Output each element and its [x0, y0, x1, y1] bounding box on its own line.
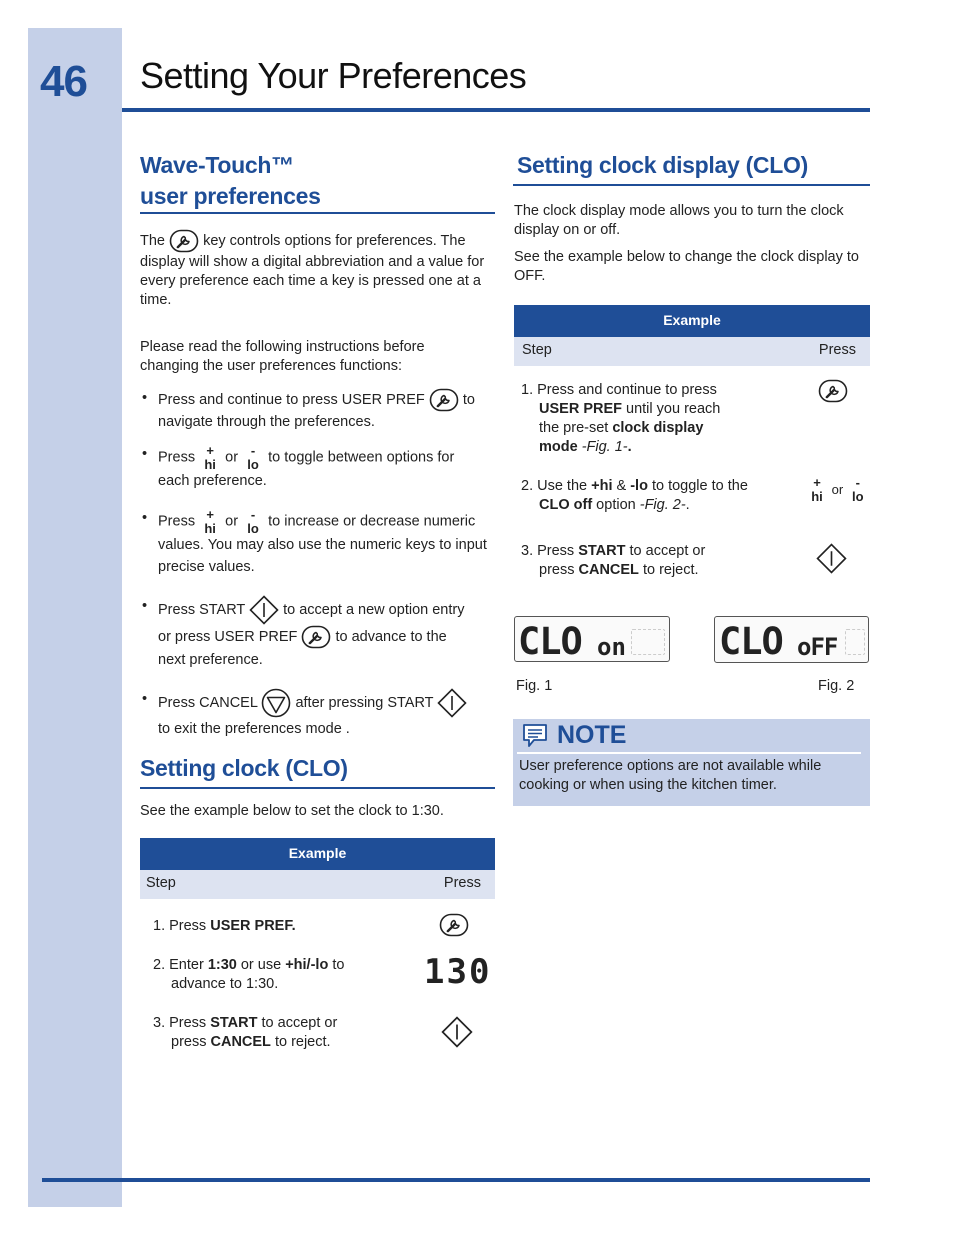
start-diamond-icon	[816, 543, 847, 574]
bullet-3-text-b: to increase or decrease numeric values. You may also use the numeric keys to input precise values.	[158, 513, 487, 576]
bullet-4-text-d: to advance to the	[335, 628, 447, 645]
wave-touch-heading-line2: user preferences	[140, 183, 321, 210]
bullet-start	[158, 595, 498, 671]
wave-touch-heading-line1: Wave-Touch™	[140, 152, 294, 178]
lcd-1-sub-digits: on	[597, 633, 626, 661]
wrench-pref-icon	[169, 229, 199, 253]
wave-intro	[140, 229, 496, 310]
wrench-pref-icon	[818, 379, 848, 403]
or-label: or	[831, 481, 844, 497]
page-sidebar-band	[28, 28, 122, 1207]
wrench-pref-icon	[429, 388, 459, 412]
clock-heading-rule	[140, 787, 495, 789]
clock-display-example-header: Example	[514, 305, 870, 337]
bullet-3-text-a: Press	[158, 513, 196, 530]
note-title: NOTE	[557, 721, 627, 749]
bullet-4-text-a: Press START	[158, 601, 246, 618]
fig-2-caption: Fig. 2	[818, 678, 855, 694]
title-rule	[122, 108, 870, 112]
clock-display-step-2: 2. Use the +hi & -lo to toggle to the CLO off option -Fig. 2-.	[521, 478, 748, 513]
clock-display-intro: The clock display mode allows you to turn the clock display on or off.	[514, 203, 844, 239]
clock-display-step-3: 3. Press START to accept or press CANCEL to reject.	[521, 543, 706, 578]
lo-key-icon: - lo	[852, 475, 864, 504]
bullet-toggle	[158, 444, 498, 493]
bullet-2-text-c: each preference.	[158, 473, 267, 490]
bullet-5-text-a: Press CANCEL	[158, 694, 258, 711]
lcd-figure-1	[514, 616, 670, 662]
bullet-3-or: or	[225, 513, 239, 530]
bottom-rule	[42, 1178, 870, 1182]
hi-key-icon: + hi	[204, 507, 216, 536]
page-number: 46	[40, 57, 87, 106]
clock-display-example-subheader	[514, 337, 870, 366]
bullet-1-text-a: Press and continue to press USER PREF	[158, 391, 425, 408]
wave-please-read: Please read the following instructions before changing the user preferences functions:	[140, 339, 425, 375]
bullet-4-text-b: to accept a new option entry	[283, 601, 465, 618]
clock-step-3: 3. Press START to accept or press CANCEL to reject.	[153, 1015, 338, 1050]
clock-step-2: 2. Enter 1:30 or use +hi/-lo to advance to 1:30.	[153, 957, 345, 992]
press-column-label: Press	[818, 342, 856, 358]
wrench-pref-icon	[439, 913, 469, 937]
setting-clock-heading: Setting clock (CLO)	[140, 755, 348, 781]
clock-display-heading-rule	[513, 184, 870, 186]
bullet-numeric	[158, 508, 498, 579]
hi-or-lo-keys	[806, 476, 869, 503]
clock-step-1: 1. Press USER PREF.	[153, 918, 296, 934]
fig-1-caption: Fig. 1	[516, 678, 553, 694]
bullet-user-pref	[158, 388, 498, 434]
bullet-5-text-c: to exit the preferences mode .	[158, 721, 350, 737]
bullet-1-text-b: to	[462, 391, 475, 408]
start-diamond-icon	[437, 688, 467, 718]
page-title: Setting Your Preferences	[140, 55, 527, 96]
lcd-figure-2	[714, 616, 869, 663]
bullet-5-text-b: after pressing START	[295, 694, 434, 711]
clock-intro: See the example below to set the clock to 1:30.	[140, 803, 444, 819]
clock-example-header: Example	[140, 838, 495, 870]
bullet-4-text-e: next preference.	[158, 652, 263, 668]
bullet-2-text-a: Press	[158, 449, 196, 466]
start-diamond-icon	[441, 1016, 473, 1048]
wave-touch-heading	[140, 150, 321, 212]
note-rule	[517, 752, 861, 754]
press-column-label: Press	[443, 875, 481, 891]
lcd-1-unused-segments	[631, 629, 665, 655]
bullet-2-or: or	[225, 449, 239, 466]
bullet-2-text-b: to toggle between options for	[268, 449, 455, 466]
cancel-triangle-icon	[261, 688, 291, 718]
bullet-cancel	[158, 688, 498, 740]
lcd-2-sub-digits: oFF	[797, 633, 838, 661]
clock-example-subheader	[140, 870, 495, 899]
wave-intro-text-a: The	[140, 232, 165, 249]
hi-key-icon: + hi	[811, 475, 823, 504]
clock-display-heading: Setting clock display (CLO)	[517, 152, 808, 178]
lo-key-icon: - lo	[247, 443, 259, 472]
note-speech-icon	[521, 723, 549, 749]
clock-display-example-intro: See the example below to change the clock display to OFF.	[514, 249, 859, 285]
bullet-1-text-c: navigate through the preferences.	[158, 414, 375, 430]
wave-heading-rule	[140, 212, 495, 214]
note-text: User preference options are not available while cooking or when using the kitchen timer.	[519, 758, 822, 793]
bullet-4-text-c: or press USER PREF	[158, 628, 298, 645]
lcd-2-unused-segments	[845, 629, 865, 655]
lcd-2-main-digits: CLO	[719, 620, 783, 663]
lo-key-icon: - lo	[247, 507, 259, 536]
step-column-label: Step	[522, 342, 552, 358]
clock-display-step-1: 1. Press and continue to press USER PREF until you reach the pre-set clock display mode -Fig. 1-.	[521, 382, 721, 455]
start-diamond-icon	[249, 595, 279, 625]
lcd-1-main-digits: CLO	[518, 620, 582, 663]
clock-display-130: 130	[424, 952, 492, 992]
wrench-pref-icon	[301, 625, 331, 649]
hi-key-icon: + hi	[204, 443, 216, 472]
wave-intro-text-b: key controls options for preferences. The display will show a digital abbreviation and a value for every preference each time a key is pressed one at a time.	[140, 232, 485, 308]
step-column-label: Step	[146, 875, 176, 891]
